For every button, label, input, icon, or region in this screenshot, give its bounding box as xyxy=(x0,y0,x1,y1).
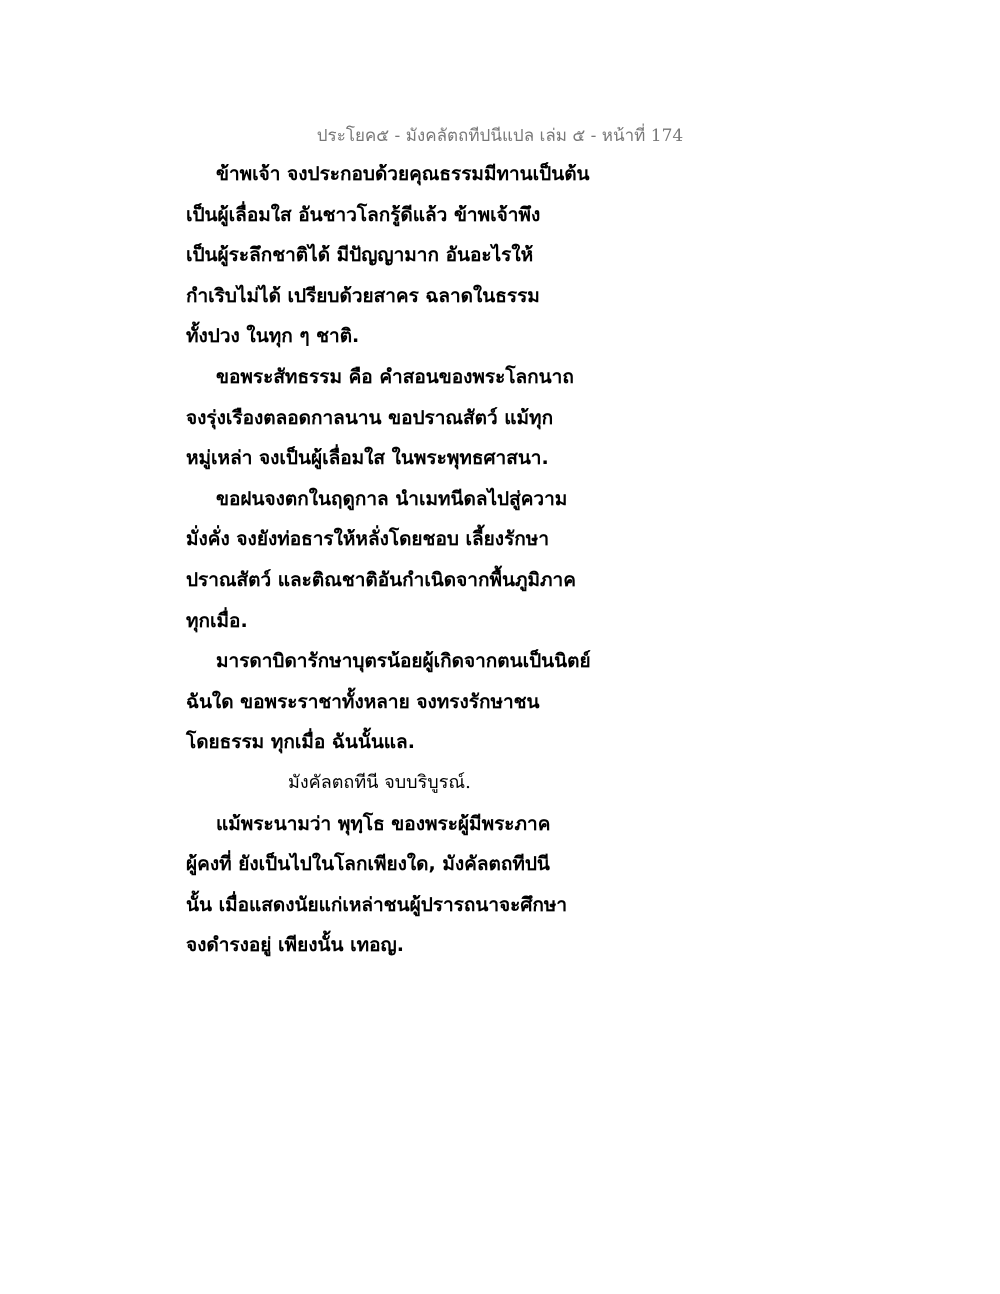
colophon: มังคัลตถทีนี จบบริบูรณ์. xyxy=(288,771,471,793)
paragraph-4-line-2: ฉันใด ขอพระราชาทั้งหลาย จงทรงรักษาชน xyxy=(186,690,540,713)
paragraph-3-line-3: ปราณสัตว์ และติณชาติอันกำเนิดจากพื้นภูมิภาค xyxy=(186,568,576,591)
running-header: ประโยค๕ - มังคลัตถทีปนีแปล เล่ม ๕ - หน้าที่ 174 xyxy=(316,126,684,146)
paragraph-3-line-2: มั่งคั่ง จงยังท่อธารให้หลั่งโดยชอบ เลี้ยงรักษา xyxy=(186,528,549,551)
paragraph-3-line-1: ขอฝนจงตกในฤดูกาล นำเมทนีดลไปสู่ความ xyxy=(216,487,568,510)
final-paragraph-line-2: ผู้คงที่ ยังเป็นไปในโลกเพียงใด, มังคัลตถทีปนี xyxy=(186,853,550,876)
paragraph-1-line-2: เป็นผู้เลื่อมใส อันชาวโลกรู้ดีแล้ว ข้าพเจ้าพึง xyxy=(186,203,541,226)
final-paragraph-line-1: แม้พระนามว่า พุทฺโธ ของพระผู้มีพระภาค xyxy=(216,812,551,835)
paragraph-1-line-5: ทั้งปวง ในทุก ๆ ชาติ. xyxy=(186,325,360,348)
paragraph-1-line-3: เป็นผู้ระลึกชาติได้ มีปัญญามาก อันอะไรให้ xyxy=(186,244,534,267)
paragraph-1-line-4: กำเริบไม่ได้ เปรียบด้วยสาคร ฉลาดในธรรม xyxy=(186,284,540,307)
paragraph-2-line-3: หมู่เหล่า จงเป็นผู้เลื่อมใส ในพระพุทธศาสนา. xyxy=(186,447,549,470)
paragraph-2-line-1: ขอพระสัทธรรม คือ คำสอนของพระโลกนาถ xyxy=(216,365,574,388)
paragraph-2-line-2: จงรุ่งเรืองตลอดกาลนาน ขอปราณสัตว์ แม้ทุก xyxy=(186,406,554,429)
final-paragraph-line-3: นั้น เมื่อแสดงนัยแก่เหล่าชนผู้ปรารถนาจะศึกษา xyxy=(186,893,568,916)
paragraph-3-line-4: ทุกเมื่อ. xyxy=(186,609,248,632)
body-text xyxy=(186,154,606,966)
paragraph-4-line-3: โดยธรรม ทุกเมื่อ ฉันนั้นแล. xyxy=(186,731,415,754)
final-paragraph-line-4: จงดำรงอยู่ เพียงนั้น เทอญ. xyxy=(186,934,404,957)
paragraph-4-line-1: มารดาบิดารักษาบุตรน้อยผู้เกิดจากตนเป็นนิตย์ xyxy=(216,650,591,673)
paragraph-1-line-1: ข้าพเจ้า จงประกอบด้วยคุณธรรมมีทานเป็นต้น xyxy=(216,163,590,185)
